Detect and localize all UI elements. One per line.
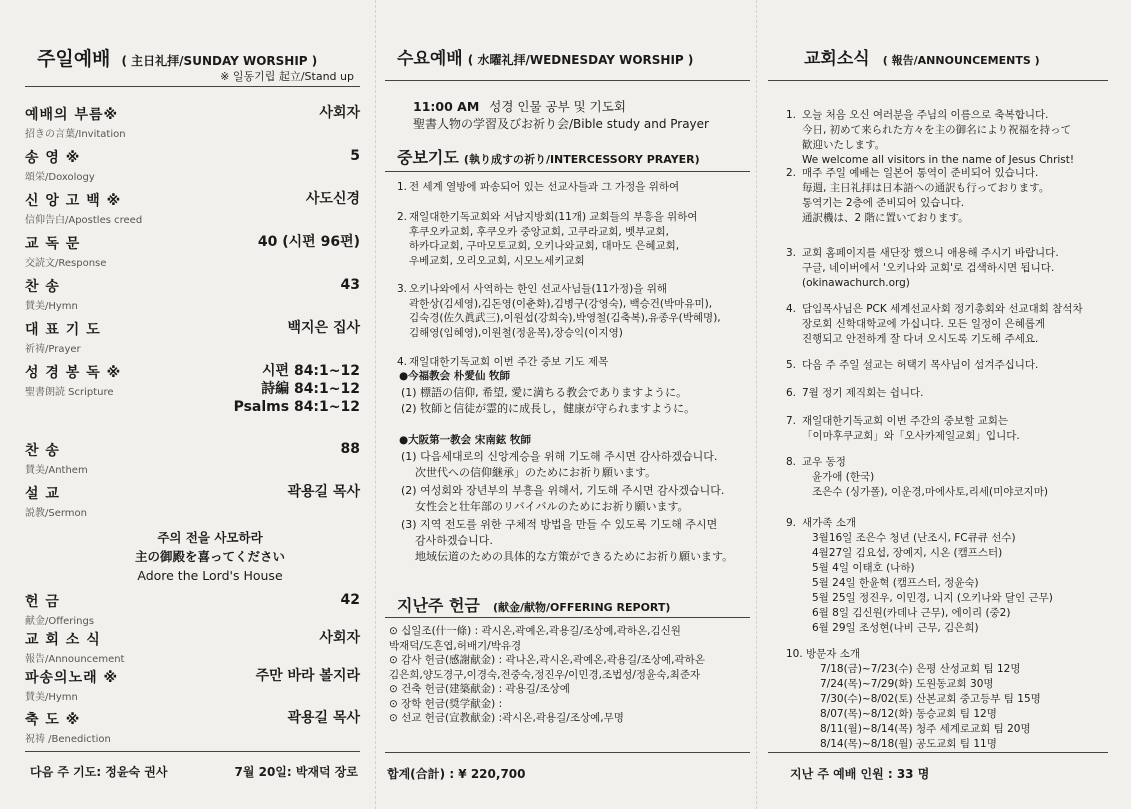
service-item-value-line: 곽용길 목사 — [287, 484, 360, 500]
service-item-value-line: 詩編 84:1~12 — [261, 381, 360, 397]
service-item — [25, 629, 360, 665]
service-item-value-line: 주만 바라 볼지라 — [255, 668, 360, 684]
footer-rule — [25, 751, 360, 752]
service-item — [25, 276, 360, 312]
service-item-jp: 説教/Sermon — [25, 508, 88, 519]
offering-total: 합계(合計) : ¥ 220,700 — [387, 767, 526, 781]
service-item-value — [319, 104, 360, 122]
offering-item — [389, 711, 750, 726]
service-item-jp: 賛美/Hymn — [25, 692, 78, 703]
church-prayer-item: (1) 다음세대로의 신앙계승을 위해 기도해 주시면 감사하겠습니다. — [401, 450, 718, 463]
service-item-value — [341, 440, 360, 458]
announcement-number: 7. — [786, 415, 797, 427]
service-item-value — [256, 667, 360, 685]
service-item-jp: 祈祷/Prayer — [25, 344, 81, 355]
offering-item — [389, 653, 750, 682]
offering-rule — [385, 617, 750, 618]
service-item-jp: 祝祷 /Benediction — [25, 734, 111, 745]
announcement-line: 장로회 신학대학교에 가십니다. 모든 일정이 은혜롭게 — [802, 318, 1046, 330]
offering-item — [389, 682, 750, 697]
wednesday-time-row — [413, 97, 626, 115]
announcement-line: 구글, 네이버에서 '오키나와 교회'로 검색하시면 됩니다. — [802, 262, 1055, 274]
item-number: 3. — [397, 283, 408, 295]
announcement-item — [786, 108, 1108, 168]
service-item-jp: 招きの言葉/Invitation — [25, 129, 126, 140]
service-item-name: 파송의노래 ※ — [25, 670, 119, 686]
item-line: 전 세계 열방에 파송되어 있는 선교사들과 그 가정을 위하여 — [409, 181, 680, 193]
announcement-item — [786, 246, 1108, 291]
fold-line-right — [756, 0, 757, 809]
announcement-line: 윤가애 (한국) — [812, 471, 875, 483]
announcement-line: 다음 주 주일 설교는 허택기 목사님이 섬겨주십니다. — [802, 359, 1039, 371]
service-item-value — [288, 319, 361, 337]
service-item-name: 예배의 부름※ — [25, 107, 119, 123]
service-item-name: 설 교 — [25, 486, 60, 502]
announcement-number: 5. — [786, 359, 797, 371]
sermon-title-kr: 주의 전을 사모하라 — [157, 530, 263, 545]
offering-line: ⊙ 감사 헌금(感謝献金) : 곽나온,곽시온,곽예온,곽용길/조상예,곽하온 — [389, 654, 705, 666]
announcement-line: 통역기는 2층에 준비되어 있습니다. — [802, 197, 965, 209]
announcement-line: 7/18(금)~7/23(수) 은평 산성교회 팀 12명 — [820, 663, 1021, 675]
service-item-value-line: 43 — [340, 277, 360, 293]
announcement-line: 5월 4일 이태호 (나하) — [812, 562, 915, 574]
service-item-name: 신 앙 고 백 ※ — [25, 193, 122, 209]
service-item-value-line: 42 — [340, 592, 360, 608]
announcement-line: 8/07(목)~8/12(화) 동승교회 팀 12명 — [820, 708, 997, 720]
church-imafuku: ●今福教会 朴愛仙 牧師 — [399, 370, 510, 382]
service-item-value-line: 곽용길 목사 — [287, 710, 360, 726]
wednesday-time: 11:00 AM — [413, 99, 480, 114]
service-item — [25, 147, 360, 183]
church-prayer-item: 감사하겠습니다. — [415, 534, 493, 547]
offering-item — [389, 697, 750, 712]
service-item — [25, 362, 360, 415]
service-item-value — [306, 190, 360, 208]
service-item — [25, 190, 360, 226]
announcement-line: 매주 주일 예배는 일본어 통역이 준비되어 있습니다. — [802, 167, 1039, 179]
service-item-jp: 報告/Announcement — [25, 654, 125, 665]
sunday-header — [37, 44, 317, 71]
announcement-number: 1. — [786, 109, 797, 121]
announcements-rule — [768, 80, 1108, 81]
header-rule — [25, 86, 360, 87]
item-line: 김해영(임혜영),이원철(정윤목),장승익(이지영) — [409, 326, 623, 339]
announcement-item — [786, 386, 1108, 401]
announcement-number: 10. — [786, 648, 803, 660]
wednesday-title: 수요예배 — [397, 49, 463, 69]
announcement-item — [786, 166, 1108, 226]
announcement-item — [786, 414, 1108, 444]
service-item-value — [288, 483, 361, 501]
service-item-jp: 交読文/Response — [25, 258, 107, 269]
church-prayer-item: (2) 牧師と信徒が霊的に成長し，健康が守られますように。 — [401, 402, 696, 415]
church-osaka: ●大阪第一教会 宋南鉉 牧師 — [399, 434, 531, 446]
service-item-name: 찬 송 — [25, 279, 60, 295]
service-item-jp: 頌栄/Doxology — [25, 172, 95, 183]
church-prayer-item: (1) 標語の信仰, 希望, 愛に満ちる教会でありますように。 — [401, 386, 688, 399]
item-line: 우베교회, 오리오교회, 시모노세키교회 — [409, 254, 585, 267]
announcements-footer-rule — [768, 752, 1108, 753]
offering-subtitle: (献金/献物/OFFERING REPORT) — [492, 601, 671, 614]
service-item-name: 축 도 ※ — [25, 712, 81, 728]
wednesday-subtitle: ( 水曜礼拝/WEDNESDAY WORSHIP ) — [467, 53, 694, 67]
service-item-value-line: 시편 84:1~12 — [262, 363, 360, 379]
church-prayer-item: (2) 여성회와 장년부의 부흥을 위해서, 기도해 주시면 감사겠습니다. — [401, 484, 725, 497]
offering-line: ⊙ 십일조(什一條) : 곽시온,곽예온,곽용길/조상예,곽하온,김신원 — [389, 625, 681, 637]
wednesday-rule — [385, 80, 750, 81]
announcement-line: 담임목사님은 PCK 세계선교사회 정기총회와 선교대회 참석차 — [802, 303, 1083, 315]
announcement-number: 8. — [786, 456, 797, 468]
church-prayer-item: 地域伝道のための具体的な方策ができるためにお祈り願います。 — [415, 550, 734, 563]
announcement-number: 3. — [786, 247, 797, 259]
intercessory-item — [397, 210, 750, 268]
service-item-value — [288, 709, 361, 727]
announcement-line: 「이마후쿠교회」와「오사카제일교회」입니다. — [802, 430, 1020, 442]
announcement-line: 7월 정기 제직회는 쉽니다. — [802, 387, 924, 399]
intercessory-item — [397, 282, 750, 340]
wednesday-desc: 성경 인물 공부 및 기도회 — [489, 99, 626, 114]
service-item-value-line: 사회자 — [319, 105, 360, 121]
service-item-jp: 献金/Offerings — [25, 616, 95, 627]
announcement-line: 通訳機は、2 階に置いております。 — [802, 212, 969, 224]
sunday-worship-column — [25, 0, 360, 809]
announcement-line: 歓迎いたします。 — [802, 139, 886, 151]
announcement-line: 8/14(목)~8/18(월) 공도교회 팀 11명 — [820, 738, 997, 750]
announcement-line: 교회 홈페이지를 새단장 했으니 애용해 주시기 바랍니다. — [802, 247, 1059, 259]
service-item-name: 찬 송 — [25, 443, 60, 459]
sunday-subtitle: ( 主日礼拝/SUNDAY WORSHIP ) — [121, 54, 318, 68]
announcement-line: 6월 29일 조성현(나비 근무, 김은희) — [812, 622, 979, 634]
fold-line-left — [375, 0, 376, 809]
announcement-line: 조은수 (싱가폴), 이운경,마에사토,리세(미야코지마) — [812, 486, 1048, 498]
item-line: 김숙경(佐久眞武三),이원섭(강희숙),박영철(김축복),유종우(박혜명), — [409, 312, 721, 324]
service-item-value-line: 40 (시편 96편) — [257, 234, 360, 250]
announcement-number: 2. — [786, 167, 797, 179]
service-item-name: 성 경 봉 독 ※ — [25, 365, 122, 381]
offering-line: ⊙ 장학 헌금(奨学献金) : — [389, 697, 503, 710]
next-prayer: 다음 주 기도: 정윤숙 권사 — [30, 765, 168, 779]
service-item-jp: 賛美/Hymn — [25, 301, 78, 312]
church-prayer-item: 女性会と壮年部のリバイバルのためにお祈り願います。 — [415, 500, 689, 513]
offering-footer-rule — [385, 752, 750, 753]
service-item — [25, 319, 360, 355]
service-item-value-line: 5 — [350, 148, 360, 164]
announcement-item — [786, 647, 1108, 752]
announcement-line: 5월 24일 한윤혁 (캠프스터, 정윤숙) — [812, 577, 979, 589]
intercessory-item — [397, 180, 750, 195]
offering-header — [397, 593, 670, 616]
service-item-jp: 聖書朗読 Scripture — [25, 387, 114, 398]
announcements-header — [804, 44, 1040, 69]
announcement-line: 6월 8일 김신원(카데나 근무), 에이리 (중2) — [812, 607, 1011, 619]
item-number: 1. — [397, 181, 408, 193]
announcement-line: 今日, 初めて来られた方々を主の御名により祝福を持って — [802, 124, 1072, 136]
announcement-item — [786, 455, 1108, 500]
service-item-value — [319, 629, 360, 647]
service-item — [25, 667, 360, 703]
offering-item — [389, 624, 750, 653]
service-item-value-line: Psalms 84:1~12 — [233, 399, 360, 415]
item-line: 하카다교회, 구마모토교회, 오키나와교회, 대마도 은혜교회, — [409, 240, 680, 252]
item-line: 재일대한기독교회와 서남지방회(11개) 교회들의 부흥을 위하여 — [409, 211, 698, 223]
announcements-subtitle: ( 報告/ANNOUNCEMENTS ) — [882, 54, 1040, 67]
announcement-item — [786, 516, 1108, 636]
service-item — [25, 233, 360, 269]
wednesday-desc-jp: 聖書人物の学習及びお祈り会/Bible study and Prayer — [413, 117, 709, 131]
intercessory-rule — [385, 171, 750, 172]
service-item-value-line: 88 — [340, 441, 360, 457]
announcement-number: 4. — [786, 303, 797, 315]
announcement-line: 새가족 소개 — [802, 517, 857, 529]
service-item-name: 교 독 문 — [25, 236, 81, 252]
announcement-line: 재일대한기독교회 이번 주간의 중보할 교회는 — [802, 415, 1009, 427]
wednesday-column — [385, 0, 750, 809]
service-item-value-line: 사회자 — [319, 630, 360, 646]
announcement-line: 3월16일 조은수 청년 (난조시, FC큐큐 선수) — [812, 532, 1016, 544]
announcement-line: 7/30(수)~8/02(토) 산본교회 중고등부 팀 15명 — [820, 693, 1041, 705]
july-20-prayer: 7월 20일: 박재덕 장로 — [234, 765, 358, 779]
announcement-item — [786, 302, 1108, 347]
offering-title: 지난주 헌금 — [397, 596, 480, 615]
item-line: 재일대한기독교회 이번 주간 중보 기도 제목 — [409, 356, 609, 368]
service-item-value-line: 백지은 집사 — [287, 320, 360, 336]
announcement-line: 오늘 처음 오신 여러분을 주님의 이름으로 축복합니다. — [802, 109, 1049, 121]
standing-note: ※ 일동기립 起立/Stand up — [220, 70, 354, 83]
item-number: 2. — [397, 211, 408, 223]
intercessory-subtitle: (執り成すの祈り/INTERCESSORY PRAYER) — [463, 153, 700, 166]
announcement-line: We welcome all visitors in the name of Jesus Christ! — [802, 154, 1075, 166]
service-item — [25, 709, 360, 745]
attendance: 지난 주 예배 인원 : 33 명 — [790, 767, 930, 781]
announcement-line: 毎週, 主日礼拝は日本語への通訳も行っております。 — [802, 182, 1050, 194]
announcement-line: 방문자 소개 — [806, 648, 861, 660]
announcement-line: 5월 25일 정진우, 이민경, 니지 (오키나와 달인 근무) — [812, 592, 1053, 604]
service-item-name: 헌 금 — [25, 594, 60, 610]
announcement-number: 6. — [786, 387, 797, 399]
sermon-title — [125, 528, 295, 585]
service-item — [25, 440, 360, 476]
announcements-title: 교회소식 — [804, 49, 870, 69]
intercessory-header — [397, 145, 700, 168]
announcement-line: 4월27일 김요섭, 장예지, 시온 (캠프스터) — [812, 547, 1003, 559]
service-item-jp: 賛美/Anthem — [25, 465, 88, 476]
announcement-number: 9. — [786, 517, 797, 529]
church-prayer-item: 次世代への信仰継承」のためにお祈り願います。 — [415, 466, 657, 479]
item-number: 4. — [397, 356, 408, 368]
service-item-name: 송 영 ※ — [25, 150, 81, 166]
announcement-line: 7/24(목)~7/29(화) 도원동교회 30명 — [820, 678, 994, 690]
sermon-title-en: Adore the Lord's House — [137, 568, 283, 583]
service-item — [25, 104, 360, 140]
announcement-line: 교우 동정 — [802, 456, 846, 468]
service-item-value-line: 사도신경 — [305, 191, 360, 207]
announcement-line: (okinawachurch.org) — [802, 277, 910, 289]
service-item — [25, 591, 360, 627]
item-line: 곽한상(김세영),김돈영(이춘화),김병구(강영숙), 백승건(박마유미), — [409, 297, 713, 310]
item-line: 오키나와에서 사역하는 한인 선교사님들(11가정)을 위해 — [409, 283, 668, 295]
service-item-value — [341, 276, 360, 294]
announcement-line: 8/11(월)~8/14(목) 청주 세계로교회 팀 20명 — [820, 723, 1031, 735]
announcement-item — [786, 358, 1108, 373]
service-item — [25, 483, 360, 519]
item-line: 후쿠오카교회, 후쿠오카 중앙교회, 고쿠라교회, 벳부교회, — [409, 225, 669, 238]
sermon-title-jp: 主の御殿を喜ってください — [134, 549, 285, 564]
service-item-value — [341, 591, 360, 609]
sunday-title: 주일예배 — [37, 48, 111, 70]
service-item-name: 교 회 소 식 — [25, 632, 101, 648]
offering-list — [389, 624, 750, 726]
service-item-value — [350, 147, 360, 165]
wednesday-header — [397, 44, 693, 69]
offering-line: 박재덕/도흔엽,허배기/박유경 — [389, 639, 522, 652]
service-item-name: 대 표 기 도 — [25, 322, 101, 338]
church-prayer-item: (3) 지역 전도를 위한 구체적 방법을 만들 수 있도록 기도해 주시면 — [401, 518, 718, 531]
announcements-column — [768, 0, 1108, 809]
offering-line: ⊙ 건축 헌금(建築献金) : 곽용길/조상예 — [389, 683, 570, 695]
announcement-line: 진행되고 안전하게 잘 다녀 오시도록 기도해 주세요. — [802, 333, 1039, 345]
offering-line: 김은희,양도경구,이경숙,전중숙,정진우/이민경,조법성/정윤숙,최준자 — [389, 668, 701, 681]
offering-line: ⊙ 선교 헌금(宣教献金) :곽시온,곽용길/조상예,무명 — [389, 712, 624, 724]
service-item-value — [258, 233, 360, 251]
intercessory-title: 중보기도 — [397, 148, 459, 167]
service-item-jp: 信仰告白/Apostles creed — [25, 215, 143, 226]
service-item-value — [234, 362, 360, 416]
